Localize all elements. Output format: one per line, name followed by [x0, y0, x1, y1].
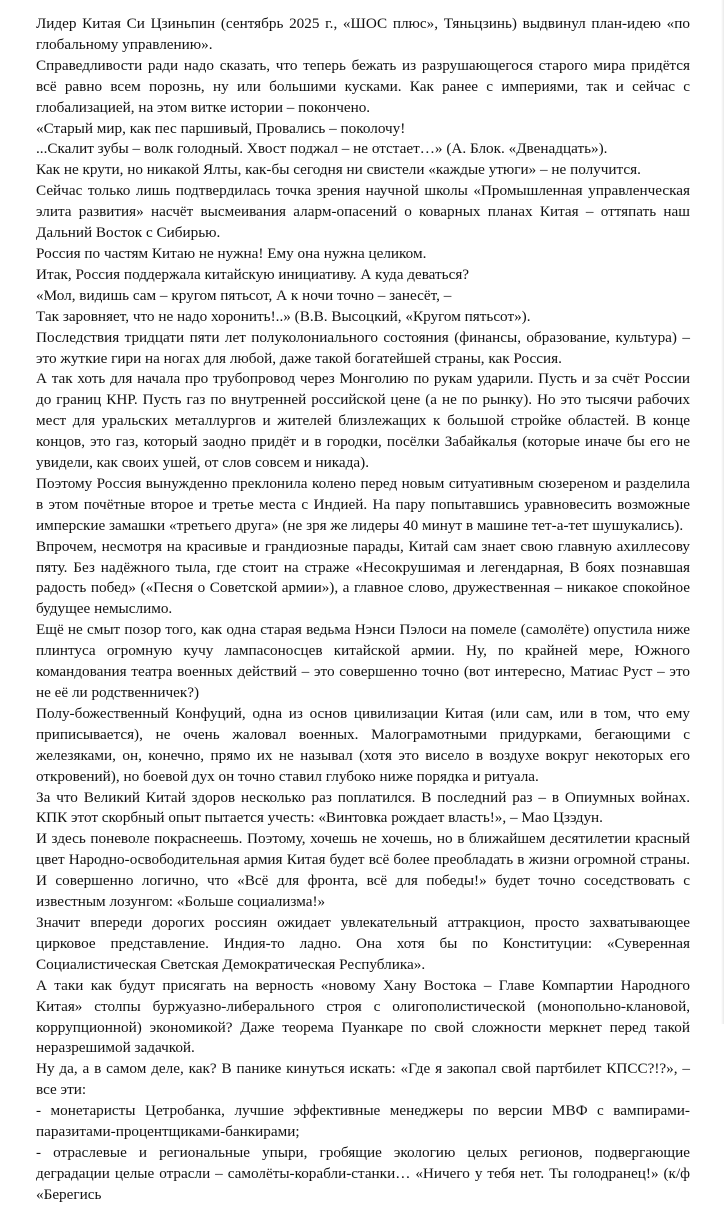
- paragraph: Так заровняет, что не надо хоронить!..» (В.В. Высоцкий, «Кругом пятьсот»).: [36, 307, 531, 325]
- paragraph: Впрочем, несмотря на красивые и грандиозные парады, Китай сам знает свою главную ахиллесову пяту. Без надёжного тыла, где стоит на страже «Несокрушимая и легендарная, В боях познавшая радость побед» («Песня о Советской армии»), а главное слово, дружественная – никакое спокойное будущее немыслимо.: [36, 537, 690, 618]
- paragraph: Справедливости ради надо сказать, что теперь бежать из разрушающегося старого мира придётся всё равно всем порознь, ну или большими кусками. Как ранее с империями, так и сейчас с глобализацией, на этом витке истории – покончено.: [36, 56, 690, 116]
- paragraph: - отраслевые и региональные упыри, гробящие экологию целых регионов, подвергающие деградации целые отрасли – самолёты-корабли-станки… «Ничего у тебя нет. Ты голодранец!» (к/ф «Берегись: [36, 1143, 690, 1203]
- paragraph: Как не крути, но никакой Ялты, как-бы сегодня ни свистели «каждые утюги» – не получится.: [36, 161, 641, 179]
- paragraph: «Мол, видишь сам – кругом пятьсот, А к ночи точно – занесёт, –: [36, 286, 452, 304]
- paragraph: Лидер Китая Си Цзиньпин (сентябрь 2025 г., «ШОС плюс», Тяньцзинь) выдвинул план-идею «по глобальному управлению».: [36, 15, 690, 53]
- paragraph: Значит впереди дорогих россиян ожидает увлекательный аттракцион, просто захватывающее цирковое представление. Индия-то ладно. Она хотя бы по Конституции: «Суверенная Социалистическая Светская Демократическая Республика».: [36, 913, 690, 973]
- paragraph: ...Скалит зубы – волк голодный. Хвост поджал – не отстает…» (А. Блок. «Двенадцать»).: [36, 140, 608, 158]
- paragraph: Последствия тридцати пяти лет полуколониального состояния (финансы, образование, культура) – это жуткие гири на ногах для любой, даже такой богатейшей страны, как Россия.: [36, 328, 690, 367]
- paragraph: Ещё не смыт позор того, как одна старая ведьма Нэнси Пэлоси на помеле (самолёте) опустила ниже плинтуса огромную кучу лампасоносцев китайской армии. Ну, по крайней мере, Южного командования театра военных действий – это совершенно точно (вот интересно, Матиас Руст – это не её ли родственничек?): [36, 621, 690, 701]
- paragraph: А так хоть для начала про трубопровод через Монголию по рукам ударили. Пусть и за счёт России до границ КНР. Пусть газ по внутренней российской цене (а не по рынку). Но это тысячи рабочих мест для уральских металлургов и жителей близлежащих к большой стройке областей. В конце концов, это газ, который заодно придёт и в городки, посёлки Забайкалья (которые иначе бы его не увидели, как своих ушей, от слов совсем и никада).: [36, 370, 690, 472]
- paragraph: И здесь поневоле покраснеешь. Поэтому, хочешь не хочешь, но в ближайшем десятилетии красный цвет Народно-освободительная армия Китая будет всё более преобладать в жизни огромной страны. И совершенно логично, что «Всё для фронта, всё для победы!» будет точно соседствовать с известным лозунгом: «Больше социализма!»: [36, 830, 690, 911]
- document-page: [36, 14, 690, 1206]
- paragraph: А таки как будут присягать на верность «новому Хану Востока – Главе Компартии Народного Китая» столпы буржуазно-либерального строя с олигополистической (монопольно-клановой, коррупционной) экономикой? Даже теорема Пуанкаре по свой сложности меркнет перед такой неразрешимой задачкой.: [36, 976, 690, 1057]
- paragraph: - монетаристы Цетробанка, лучшие эффективные менеджеры по версии МВФ с вампирами-паразитами-процентщиками-банкирами;: [36, 1102, 690, 1141]
- paragraph: Поэтому Россия вынужденно преклонила колено перед новым ситуативным сюзереном и разделила в этом почётные второе и третье места с Индией. На пару попытавшись уравновесить возможные имперские замашки «третьего друга» (не зря же лидеры 40 минут в машине тет-а-тет шушукались).: [36, 474, 690, 534]
- paragraph: Россия по частям Китаю не нужна! Ему она нужна целиком.: [36, 244, 427, 262]
- paragraph: За что Великий Китай здоров несколько раз поплатился. В последний раз – в Опиумных войнах. КПК этот скорбный опыт пытается учесть: «Винтовка рождает власть!», – Мао Цзэдун.: [36, 788, 690, 827]
- paragraph: Полу-божественный Конфуций, одна из основ цивилизации Китая (или сам, или в том, что ему приписывается), не очень жаловал военных. Малограмотными придурками, бегающими с железяками, он, конечно, прямо их не называл (хотя это висело в воздухе вокруг некоторых его откровений), но боевой дух он точно ставил глубоко ниже порядка и ритуала.: [36, 704, 690, 785]
- paragraph: «Старый мир, как пес паршивый, Провались – поколочу!: [36, 119, 406, 137]
- paragraph: Итак, Россия поддержала китайскую инициативу. А куда деваться?: [36, 265, 470, 283]
- paragraph: Ну да, а в самом деле, как? В панике кинуться искать: «Где я закопал свой партбилет КПСС?!?», – все эти:: [36, 1060, 690, 1099]
- paragraph: Сейчас только лишь подтвердилась точка зрения научной школы «Промышленная управленческая элита развития» насчёт высмеивания аларм-опасений о коварных планах Китая – оттяпать наш Дальний Восток с Сибирью.: [36, 182, 690, 242]
